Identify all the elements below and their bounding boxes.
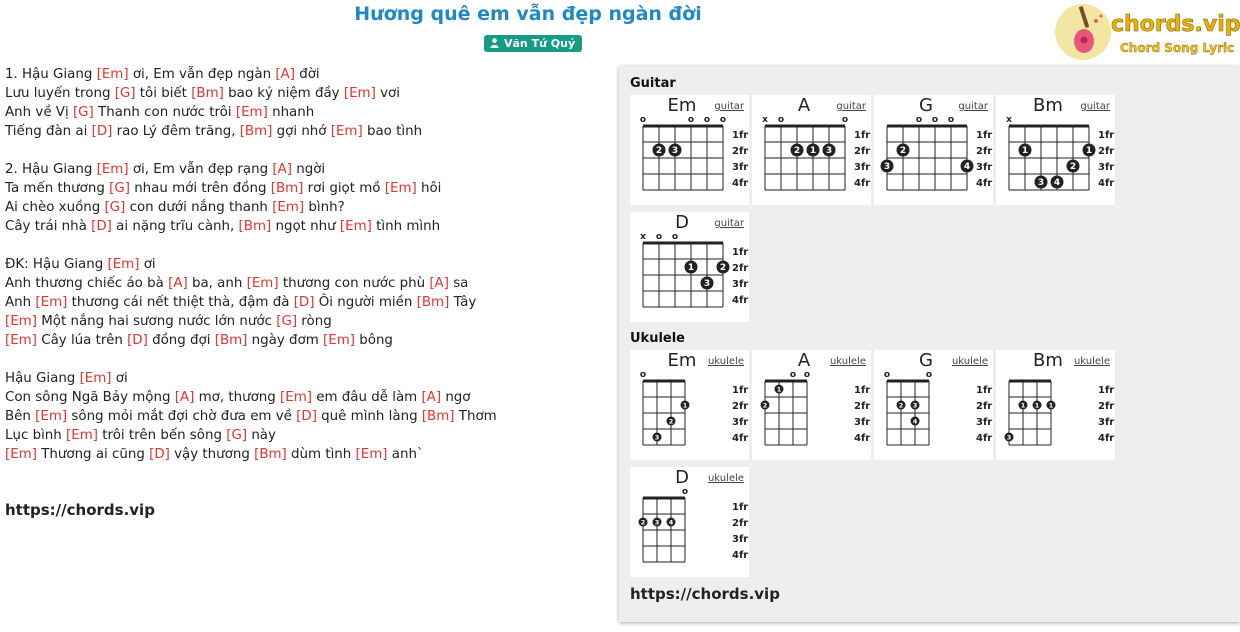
lyric-text: ngời [291,162,326,177]
chord-marker[interactable]: [G] [104,200,126,215]
fret-label: 4fr [732,295,749,306]
fret-label: 4fr [732,178,749,189]
lyric-text: Anh về Vị [5,105,73,120]
chord-marker[interactable]: [Em] [343,86,376,101]
chord-marker[interactable]: [Em] [35,295,68,310]
panel-url[interactable]: https://chords.vip [630,585,780,603]
user-icon [490,38,499,48]
lyric-line [5,198,605,217]
open-string-mark: o [655,232,663,242]
chord-marker[interactable]: [D] [91,219,112,234]
finger-number: 2 [640,518,646,527]
lyric-text: này [247,428,276,443]
lyric-text: bao kỷ niệm đầy [223,86,344,101]
guitar-chord-d[interactable] [630,212,749,322]
fret-label: 4fr [732,433,749,444]
chord-marker[interactable]: [D] [296,409,317,424]
lyric-text: thương cái nết thiệt thà, đậm đà [67,295,294,310]
chord-name: D [675,467,689,488]
chord-marker[interactable]: [Em] [5,333,37,348]
finger-number: 1 [1048,401,1054,410]
lyric-line [5,293,605,312]
lyric-text: rơi giọt mồ [303,181,385,196]
fret-label: 4fr [854,178,871,189]
lyric-text: em đâu dễ làm [311,390,422,405]
open-string-mark: o [639,115,647,125]
open-string-mark: o [841,115,849,125]
ukulele-chord-bm[interactable] [996,350,1115,460]
stanza-gap [5,350,605,369]
fret-label: 1fr [1098,130,1115,141]
open-string-mark: o [883,370,891,380]
chord-marker[interactable]: [A] [429,276,449,291]
finger-number: 1 [1020,401,1026,410]
open-string-mark: o [719,115,727,125]
chord-marker[interactable]: [Em] [5,447,37,462]
chord-diagram [752,350,871,460]
lyric-text: nhanh [267,105,315,120]
lyric-text: Thơm [454,409,497,424]
lyric-text: ĐK: Hậu Giang [5,257,108,272]
chord-marker[interactable]: [A] [174,390,195,405]
lyric-line [5,426,605,445]
chord-marker[interactable]: [Em] [96,67,129,82]
chord-name: A [797,95,811,116]
lyric-line [5,122,605,141]
fret-label: 4fr [976,178,993,189]
chord-marker[interactable]: [D] [127,333,148,348]
chord-diagram [630,95,749,205]
fret-label: 2fr [732,146,749,157]
chord-link[interactable]: guitar [958,101,988,112]
chord-marker[interactable]: [A] [168,276,188,291]
lyric-line [5,255,605,274]
chord-marker[interactable]: [Bm] [421,409,455,424]
chord-name: Bm [1033,95,1063,116]
chords-panel [619,66,1240,622]
lyric-line [5,369,605,388]
finger-number: 1 [809,146,817,157]
lyric-text: Lục bình [5,428,67,443]
chord-marker[interactable]: [Bm] [270,181,304,196]
lyric-text: Anh [5,295,36,310]
muted-string-mark: x [1006,115,1012,125]
fret-label: 3fr [854,162,871,173]
finger-number: 2 [899,146,907,157]
fret-label: 4fr [976,433,993,444]
chord-marker[interactable]: [Em] [339,219,372,234]
open-string-mark: o [639,370,647,380]
lyric-text: đời [294,67,320,82]
fret-label: 4fr [1098,433,1115,444]
fret-label: 2fr [854,146,871,157]
stanza-gap [5,141,605,160]
fret-label: 2fr [732,518,749,529]
lyric-text: con dưới nắng thanh [125,200,273,215]
lyric-text: quê mình làng [316,409,422,424]
chord-diagram [874,350,993,460]
lyric-text: Hậu Giang [5,371,80,386]
fret-label: 4fr [854,433,871,444]
stanza-gap [5,236,605,255]
chord-marker[interactable]: [Em] [280,390,312,405]
fret-label: 2fr [854,401,871,412]
open-string-mark: o [925,370,933,380]
lyric-text: gợi nhớ [272,124,331,139]
fret-label: 2fr [732,263,749,274]
finger-number: 1 [682,401,688,410]
lyric-text: Ôi người miền [314,295,417,310]
lyric-text: tôi biết [135,86,192,101]
fret-label: 4fr [1098,178,1115,189]
chord-marker[interactable]: [A] [421,390,442,405]
chord-diagram [996,350,1115,460]
lyric-text: đồng đợi [147,333,215,348]
song-title: Hương quê em vẫn đẹp ngàn đời [354,3,702,25]
finger-number: 3 [671,146,679,157]
lyric-text: rao Lý đêm trăng, [112,124,240,139]
chord-diagram [630,467,749,577]
guitar-chord-bm[interactable] [996,95,1115,205]
chord-name: D [675,212,689,233]
open-string-mark: o [777,115,785,125]
lyric-text: Cây lúa trên [36,333,128,348]
lyric-line [5,312,605,331]
fret-label: 3fr [976,162,993,173]
finger-number: 2 [668,417,674,426]
ukulele-chord-g[interactable] [874,350,993,460]
lyric-text: bình? [304,200,345,215]
lyric-text: Tiếng đàn ai [5,124,92,139]
lyric-text: nhau mới trên đồng [129,181,271,196]
lyric-line [5,160,605,179]
fret-label: 1fr [732,130,749,141]
lyric-text: anh` [387,447,424,462]
lyric-text: Ai chèo xuồng [5,200,105,215]
finger-number: 1 [687,263,695,274]
chord-link[interactable]: ukulele [829,356,866,367]
chord-link[interactable]: ukulele [951,356,988,367]
fret-label: 3fr [854,417,871,428]
finger-number: 3 [654,433,660,442]
lyric-line [5,407,605,426]
chord-marker[interactable]: [Bm] [239,124,273,139]
lyric-text: 2. Hậu Giang [5,162,97,177]
chord-diagram [630,212,749,322]
lyric-text: ngọt như [271,219,340,234]
chord-name: A [797,350,811,371]
logo-tagline: Chord Song Lyric [1120,41,1235,55]
lyric-text: Bên [5,409,36,424]
chord-marker[interactable]: [Em] [355,447,388,462]
ukulele-chord-em[interactable] [630,350,749,460]
chord-marker[interactable]: [G] [276,314,298,329]
open-string-mark: o [681,487,689,497]
fret-label: 4fr [732,550,749,561]
lyric-line [5,274,605,293]
lyric-text: bao tình [362,124,423,139]
chord-marker[interactable]: [Em] [66,428,98,443]
lyric-line [5,445,605,464]
open-string-mark: o [703,115,711,125]
finger-number: 2 [1069,162,1077,173]
chord-marker[interactable]: [Bm] [254,447,287,462]
lyric-line [5,103,605,122]
chord-link[interactable]: ukulele [707,356,744,367]
lyric-text: 1. Hậu Giang [5,67,97,82]
lyric-text: ngày đơm [247,333,324,348]
chord-name: Em [667,95,697,116]
chord-marker[interactable]: [Bm] [214,333,248,348]
chord-marker[interactable]: [Em] [5,314,37,329]
lyric-text: dùm tình [286,447,356,462]
fret-label: 2fr [732,401,749,412]
chord-marker[interactable]: [G] [72,105,94,120]
chord-marker[interactable]: [Em] [79,371,112,386]
finger-number: 2 [898,401,904,410]
finger-number: 4 [668,518,674,527]
fret-label: 1fr [732,502,749,513]
finger-number: 3 [1006,433,1012,442]
chord-marker[interactable]: [Em] [35,409,68,424]
chord-diagram [752,95,871,205]
fret-label: 3fr [732,534,749,545]
chord-marker[interactable]: [Bm] [238,219,272,234]
open-string-mark: o [915,115,923,125]
open-string-mark: o [947,115,955,125]
chord-link[interactable]: ukulele [1073,356,1110,367]
finger-number: 1 [776,385,782,394]
lyric-line [5,179,605,198]
chord-marker[interactable]: [Em] [384,181,417,196]
chord-marker[interactable]: [Em] [96,162,129,177]
lyric-text: Một nắng hai sương nước lớn nước [36,314,277,329]
lyric-text: vậy thương [169,447,255,462]
lyrics-block [5,65,605,464]
chord-marker[interactable]: [Em] [235,105,268,120]
finger-number: 2 [762,401,768,410]
fret-label: 2fr [976,146,993,157]
lyric-line [5,65,605,84]
muted-string-mark: x [762,115,768,125]
lyric-text: ngơ [441,390,471,405]
muted-string-mark: x [640,232,646,242]
chord-marker[interactable]: [D] [293,295,315,310]
chord-marker[interactable]: [G] [226,428,248,443]
open-string-mark: o [803,370,811,380]
chord-name: G [919,350,933,371]
chord-marker[interactable]: [D] [91,124,113,139]
chord-diagram [630,350,749,460]
chord-marker[interactable]: [Em] [272,200,305,215]
guitar-heading: Guitar [630,76,676,91]
finger-number: 1 [1034,401,1040,410]
lyric-text: ròng [297,314,332,329]
chord-name: Em [667,350,697,371]
chord-diagram [874,95,993,205]
footer-url[interactable]: https://chords.vip [5,501,155,519]
lyric-text: trôi trên bến sông [98,428,227,443]
chord-diagram [996,95,1115,205]
lyric-text: bông [355,333,393,348]
chord-marker[interactable]: [G] [114,86,136,101]
finger-number: 3 [654,518,660,527]
lyric-text: mơ, thương [194,390,281,405]
site-logo[interactable] [1054,3,1240,61]
fret-label: 3fr [1098,162,1115,173]
chord-marker[interactable]: [G] [109,181,130,196]
fret-label: 3fr [1098,417,1115,428]
finger-number: 1 [1021,146,1029,157]
lyric-text: Thanh con nước trôi [93,105,236,120]
finger-number: 4 [963,162,971,173]
open-string-mark: o [789,370,797,380]
finger-number: 3 [1037,178,1045,189]
finger-number: 3 [703,279,711,290]
fret-label: 1fr [976,385,993,396]
open-string-mark: o [671,232,679,242]
lyric-line [5,331,605,350]
lyric-text: ơi [139,257,156,272]
ukulele-chord-d[interactable] [630,467,749,577]
chord-marker[interactable]: [Bm] [416,295,450,310]
lyric-text: Anh thương chiếc áo bà [5,276,169,291]
lyric-text: Ta mến thương [5,181,110,196]
chord-link[interactable]: guitar [714,101,744,112]
lyric-text: ba, anh [187,276,247,291]
chord-marker[interactable]: [Em] [246,276,279,291]
lyric-text: Con sông Ngã Bảy mộng [5,390,175,405]
finger-number: 3 [883,162,891,173]
lyric-text: tình mình [371,219,441,234]
chord-marker[interactable]: [Em] [107,257,140,272]
ukulele-heading: Ukulele [630,331,686,346]
chord-marker[interactable]: [Em] [323,333,355,348]
lyric-text: ai nặng trĩu cành, [111,219,239,234]
lyric-text: Cây trái nhà [5,219,92,234]
open-string-mark: o [687,115,695,125]
chord-name: G [919,95,933,116]
finger-number: 3 [912,401,918,410]
chord-link[interactable]: guitar [714,218,744,229]
finger-number: 1 [1085,146,1093,157]
finger-number: 4 [912,417,918,426]
chord-marker[interactable]: [A] [275,67,295,82]
lyric-text: Tây [449,295,477,310]
chord-name: Bm [1033,350,1063,371]
fret-label: 1fr [732,247,749,258]
fret-label: 3fr [732,162,749,173]
chord-link[interactable]: guitar [836,101,866,112]
author-badge[interactable] [484,35,582,52]
fret-label: 2fr [976,401,993,412]
finger-number: 2 [655,146,663,157]
fret-label: 2fr [1098,401,1115,412]
fret-label: 3fr [732,279,749,290]
lyric-text: sông mỏi mắt đợi chờ đưa em về [67,409,297,424]
fret-label: 1fr [732,385,749,396]
fret-label: 1fr [976,130,993,141]
guitar-chord-g[interactable] [874,95,993,205]
lyric-text: Lưu luyến trong [5,86,115,101]
lyric-text: ơi, Em vẫn đẹp ngàn [128,67,276,82]
chord-marker[interactable]: [D] [149,447,170,462]
lyric-line [5,388,605,407]
lyric-text: thương con nước phù [278,276,430,291]
lyric-text: sa [448,276,469,291]
chord-marker[interactable]: [A] [272,162,292,177]
fret-label: 3fr [976,417,993,428]
chord-marker[interactable]: [Bm] [191,86,224,101]
lyric-text: ơi [111,371,128,386]
fret-label: 3fr [732,417,749,428]
chord-marker[interactable]: [Em] [330,124,363,139]
chord-link[interactable]: ukulele [707,473,744,484]
lyric-line [5,217,605,236]
fret-label: 1fr [854,385,871,396]
finger-number: 4 [1053,178,1061,189]
lyric-line [5,84,605,103]
lyric-text: Thương ai cũng [36,447,150,462]
finger-number: 2 [793,146,801,157]
chord-link[interactable]: guitar [1080,101,1110,112]
logo-wordmark: chords.vip [1111,12,1240,37]
finger-number: 2 [719,263,727,274]
ukulele-chord-a[interactable] [752,350,871,460]
fret-label: 1fr [854,130,871,141]
finger-number: 3 [825,146,833,157]
open-string-mark: o [931,115,939,125]
author-name: Văn Tứ Quý [504,37,576,50]
fret-label: 1fr [1098,385,1115,396]
guitar-chord-em[interactable] [630,95,749,205]
fret-label: 2fr [1098,146,1115,157]
lyric-text: vơi [375,86,400,101]
lyric-text: ơi, Em vẫn đẹp rạng [128,162,273,177]
guitar-chord-a[interactable] [752,95,871,205]
lyric-text: hôi [416,181,442,196]
